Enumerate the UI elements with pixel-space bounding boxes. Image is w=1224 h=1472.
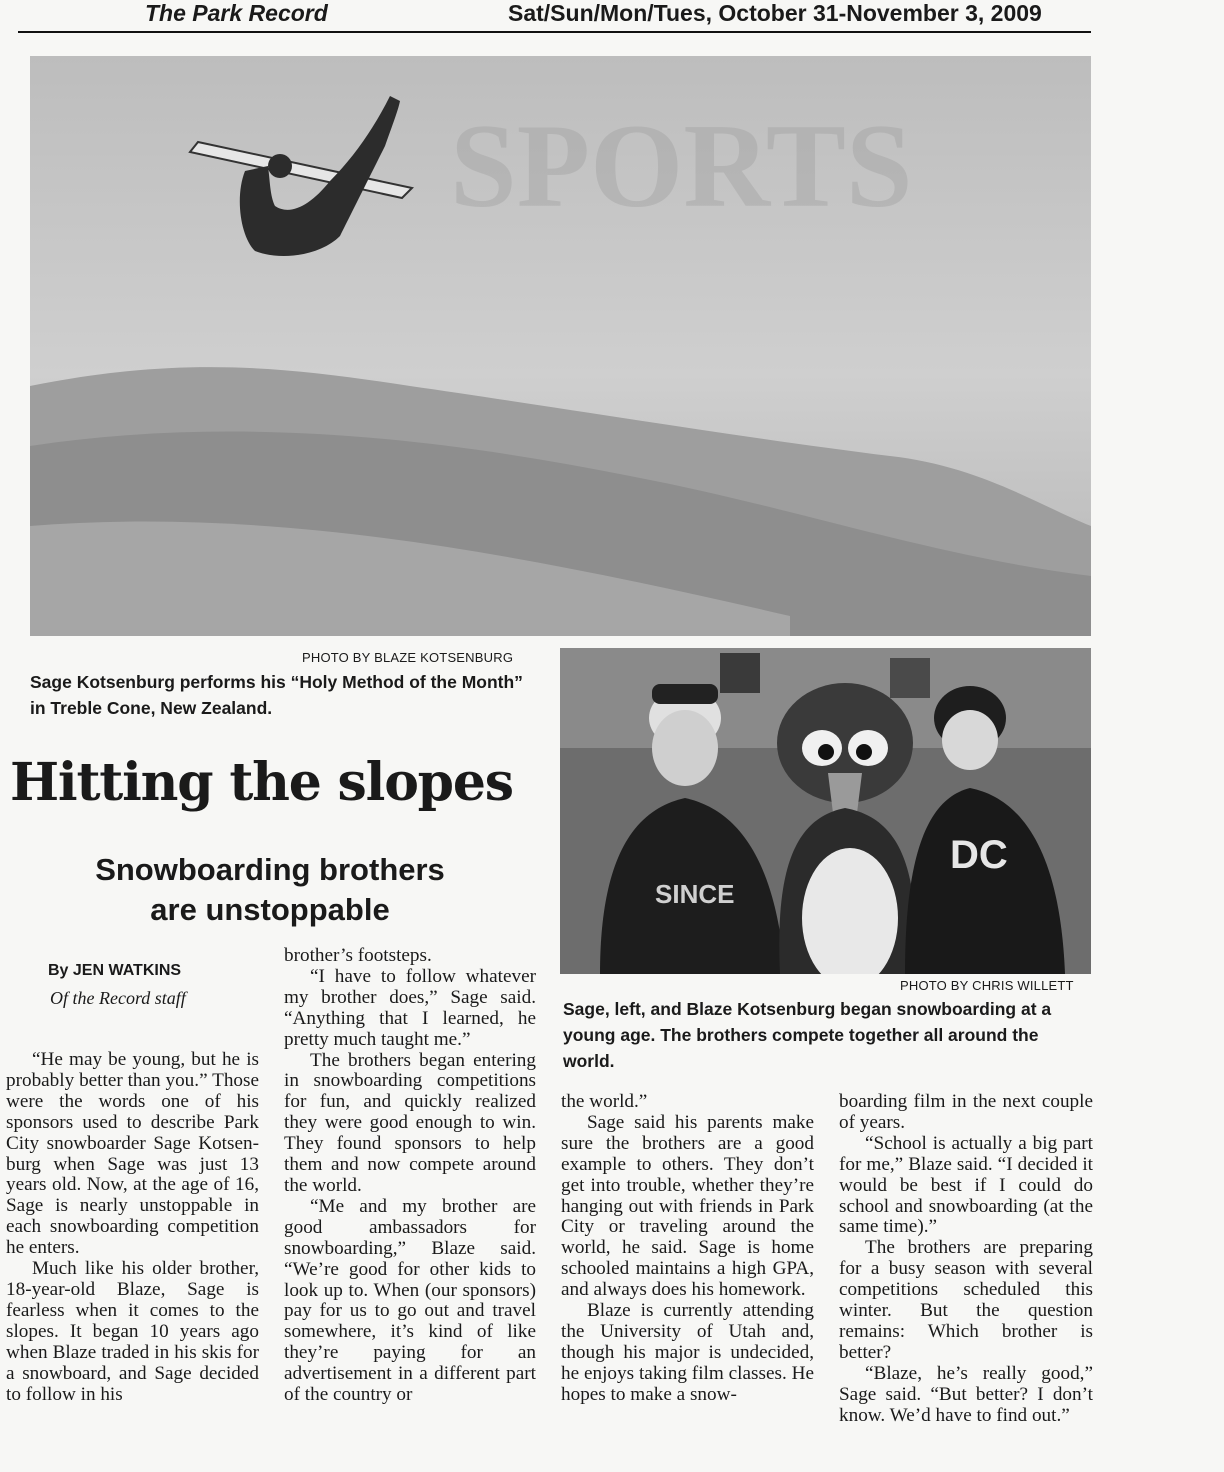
- paragraph: The brothers began entering in snowboarding competitions for fun, and quickly realized they were good enough to win. They found sponsors to help them and now compete around the world.: [284, 1049, 536, 1196]
- dc-logo: DC: [950, 833, 1008, 877]
- article-column-2: [284, 946, 536, 1406]
- photo2-credit: PHOTO BY CHRIS WILLETT: [900, 978, 1074, 993]
- publication-name: The Park Record: [145, 0, 328, 26]
- header-rule: [18, 31, 1091, 33]
- brothers-mascot-photo: [560, 648, 1091, 974]
- subhead-line1: Snowboarding brothers: [95, 852, 445, 887]
- article-column-3: [561, 1092, 814, 1406]
- paragraph: “Me and my brother are good ambassadors for snowboarding,” Blaze said. “We’re good for other kids to look up to. When (our sponsors) pay for us to go out and travel somewhere, it’s kind of like they’re paying for an advertisement in a different part of the country or: [284, 1195, 536, 1406]
- paragraph: brother’s footsteps.: [284, 945, 432, 966]
- paragraph: “School is actually a big part for me,” Blaze said. “I decided it would be best if I could do school and snowboarding (at the same time).”: [839, 1132, 1093, 1238]
- paragraph: The brothers are preparing for a busy season with several competitions scheduled this winter. But the question remains: Which brother is better?: [839, 1237, 1093, 1363]
- photo2-caption: Sage, left, and Blaze Kotsenburg began snowboarding at a young age. The brothers compete together all around the world.: [563, 999, 1052, 1071]
- snowboard-jump-photo: [30, 56, 1091, 636]
- paragraph: boarding film in the next couple of years.: [839, 1091, 1093, 1133]
- paragraph: Much like his older brother, 18-year-old Blaze, Sage is fearless when it comes to the slopes. It began 10 years ago when Blaze traded in his skis for a snowboard, and Sage decided to follow in his: [6, 1258, 259, 1405]
- paragraph: “He may be young, but he is probably better than you.” Those were the words one of his sponsors used to describe Park City snowboarder Sage Kotsenburg when Sage was just 13 years old. Now, at the age of 16, Sage is nearly unstoppable in each snowboarding competition he enters.: [6, 1049, 259, 1259]
- issue-date: Sat/Sun/Mon/Tues, October 31-November 3, 2009: [508, 0, 1042, 26]
- shirt-lettering: SINCE: [655, 879, 735, 909]
- paragraph: Blaze is currently attending the University of Utah and, though his major is undecided, he enjoys taking film classes. He hopes to make a snow-: [561, 1300, 814, 1405]
- background-wall-lettering: SPORTS: [450, 99, 913, 232]
- paragraph: “Blaze, he’s really good,” Sage said. “But better? I don’t know. We’d have to find out.”: [839, 1362, 1093, 1426]
- paragraph: “I have to follow whatever my brother does,” Sage said. “Anything that I learned, he pretty much taught me.”: [284, 965, 536, 1050]
- article-column-1: [6, 1050, 259, 1405]
- byline: By JEN WATKINS: [48, 962, 182, 979]
- subhead-line2: are unstoppable: [150, 892, 390, 927]
- staff-line: Of the Record staff: [50, 988, 186, 1008]
- photo1-caption: Sage Kotsenburg performs his “Holy Method of the Month” in Treble Cone, New Zealand.: [30, 672, 523, 718]
- paragraph: the world.”: [561, 1091, 648, 1112]
- article-column-4: [839, 1092, 1093, 1427]
- headline: Hitting the slopes: [10, 752, 513, 813]
- photo1-credit: PHOTO BY BLAZE KOTSENBURG: [302, 650, 514, 665]
- paragraph: Sage said his parents make sure the brothers are a good example to others. They don’t get into trouble, whether they’re hanging out with friends in Park City or traveling around the world, he said. Sage is home schooled maintains a high GPA, and always does his homework.: [561, 1111, 814, 1301]
